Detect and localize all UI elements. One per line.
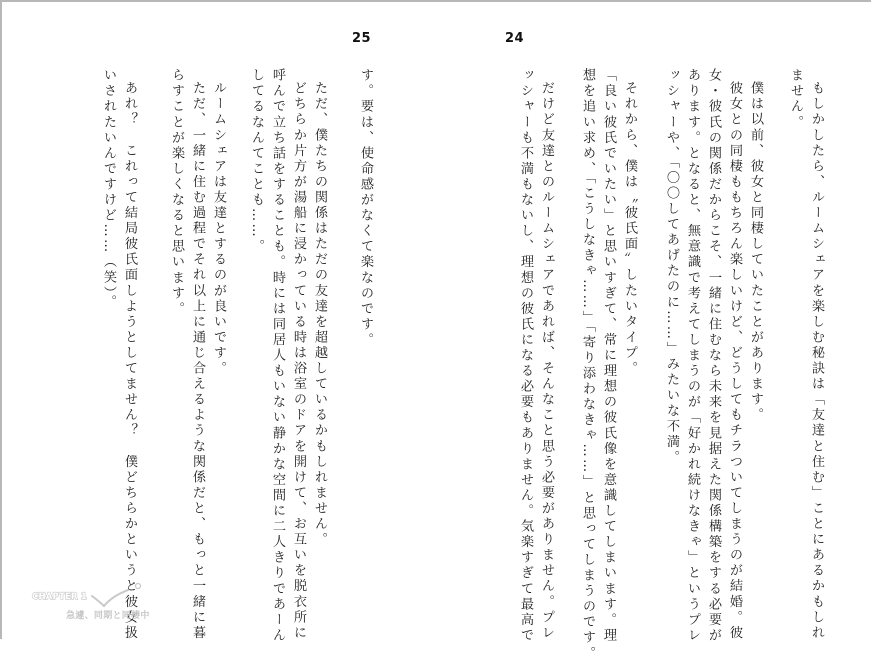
text-column: もしかしたら、ルームシェアを楽しむ秘訣は「友達と住む」ことにあるかもしれ	[809, 81, 824, 641]
text-column: 女・彼氏の関係だからこそ、一緒に住むなら未来を見据えた関係構築をする必要が	[706, 68, 721, 644]
text-column: それから、僕は〝彼氏面〟したいタイプ。	[622, 81, 637, 377]
text-column: らすことが楽しくなると思います。	[169, 68, 184, 317]
text-column: だけど友達とのルームシェアであれば、そんなこと思う必要がありません。プレ	[539, 81, 554, 641]
page-number-right: 24	[505, 31, 525, 46]
text-column: ッシャーも不満もないし、理想の彼氏になる必要もありません。気楽すぎて最高で	[518, 68, 533, 644]
text-column: 呼んで立ち話をすることも。時には同居人もいない静かな空間に二人きりであーん	[270, 68, 285, 644]
chapter-title: 急遽、同期と同棲中	[66, 611, 150, 621]
text-column: 想を追い求め、「こうしなきゃ……」「寄り添わなきゃ……」と思ってしまうのです。	[580, 68, 595, 661]
text-column: ただ、僕たちの関係はただの友達を超越しているかもしれません。	[312, 81, 327, 548]
text-column: してるなんてことも……。	[249, 68, 264, 255]
text-column: ません。	[788, 68, 803, 131]
text-column: どちらか片方が湯船に浸かっている時は浴室のドアを開けて、お互いを脱衣所に	[291, 81, 306, 641]
page-number-left: 25	[352, 31, 372, 46]
text-column: あります。となると、無意識で考えてしまうのが「好かれ続けなきゃ」というプレ	[685, 68, 700, 644]
text-column: ッシャーや、「〇〇してあげたのに……」みたいな不満。	[664, 68, 679, 466]
text-column: ルームシェアは友達とするのが良いです。	[211, 81, 226, 377]
text-column: 「良い彼氏でいたい」と思いすぎて、常に理想の彼氏像を意識してしまいます。理	[601, 68, 616, 644]
text-column: あれ？ これって結局彼氏面しようとしてません？ 僕どちらかというと彼女扱	[122, 81, 137, 641]
text-column: いされたいんですけど……（笑）。	[101, 68, 116, 311]
text-column: 僕は以前、彼女と同棲していたことがあります。	[748, 81, 763, 424]
text-column: ただ、一緒に住む過程でそれ以上に通じ合えるような関係だと、もっと一緒に暮	[190, 81, 205, 641]
chapter-footer	[24, 584, 184, 624]
text-column: 彼女との同棲ももちろん楽しいけど、どうしてもチラついてしまうのが結婚。彼	[727, 81, 742, 641]
chapter-label: CHAPTER 1	[32, 592, 87, 602]
text-column: す。要は、使命感がなくて楽なのです。	[358, 68, 373, 348]
